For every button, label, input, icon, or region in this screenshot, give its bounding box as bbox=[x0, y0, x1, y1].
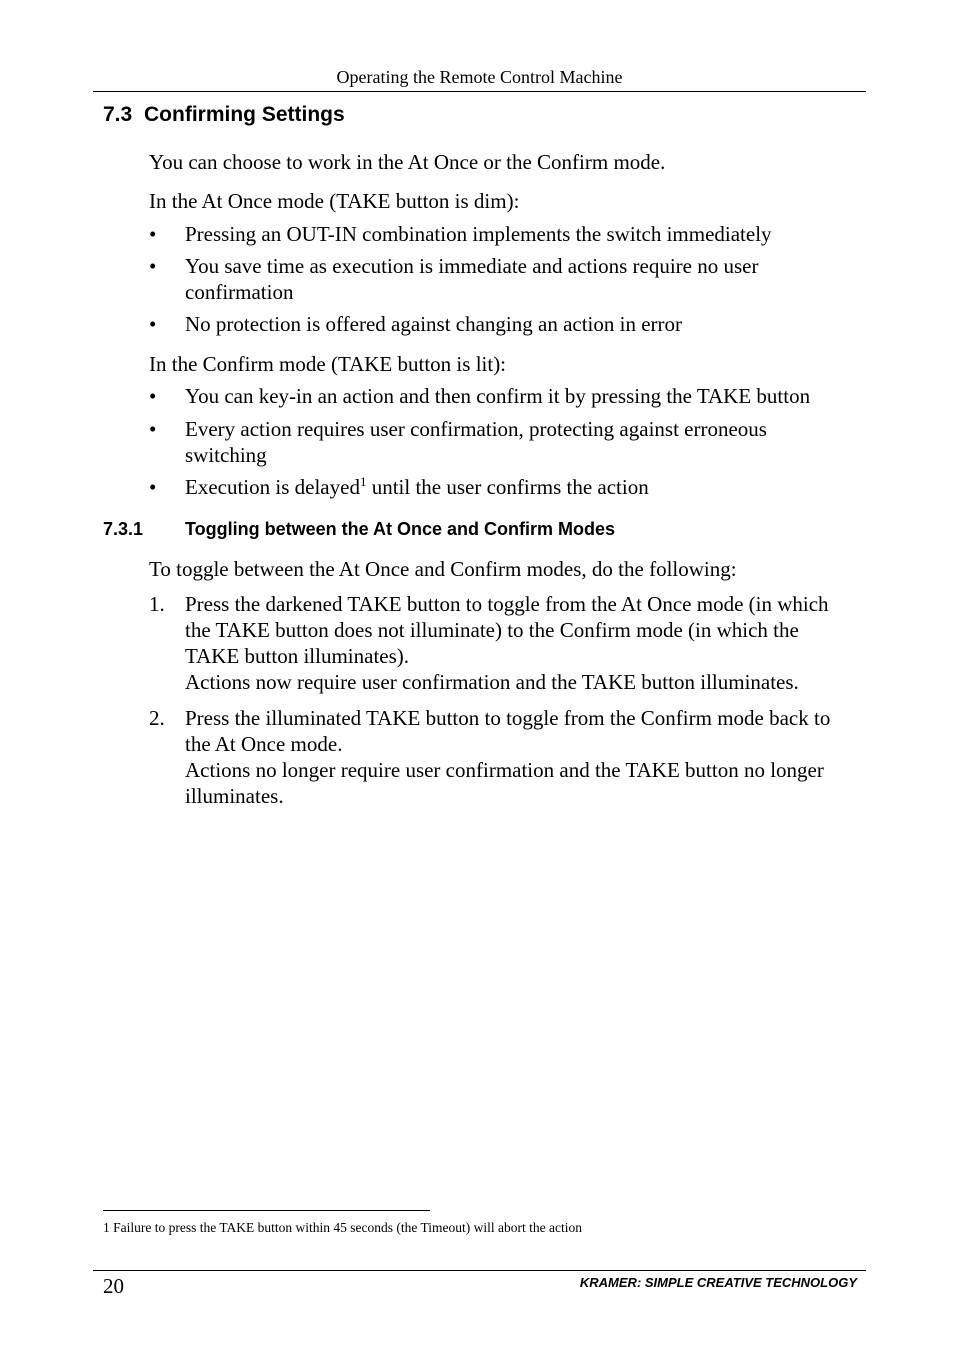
footnote: 1 Failure to press the TAKE button within 45 seconds (the Timeout) will abort the action bbox=[103, 1220, 582, 1235]
step-text: TAKE button illuminates). bbox=[185, 644, 410, 668]
at-once-lead: In the At Once mode (TAKE button is dim): bbox=[149, 189, 520, 213]
list-item-text: Every action requires user confirmation, protecting against erroneous bbox=[185, 417, 767, 441]
step-text: the TAKE button does not illuminate) to the Confirm mode (in which the bbox=[185, 618, 799, 642]
list-item-text: No protection is offered against changing an action in error bbox=[185, 312, 683, 336]
subsection-title: Toggling between the At Once and Confirm Modes bbox=[185, 519, 616, 539]
step-text: Press the darkened TAKE button to toggle from the At Once mode (in which bbox=[185, 592, 829, 616]
step-text: Actions now require user confirmation and the TAKE button illuminates. bbox=[185, 670, 799, 694]
list-item-text bbox=[185, 474, 865, 500]
step-text: Actions no longer require user confirmation and the TAKE button no longer bbox=[185, 758, 824, 782]
list-item-text: switching bbox=[185, 443, 267, 467]
list-item-text: You save time as execution is immediate and actions require no user bbox=[185, 254, 759, 278]
step-number: 2. bbox=[149, 706, 165, 730]
running-header: Operating the Remote Control Machine bbox=[336, 67, 623, 87]
footnote-rule bbox=[103, 1210, 430, 1211]
list-item-text-end: until the user confirms the action bbox=[366, 475, 649, 499]
page-number: 20 bbox=[103, 1274, 124, 1298]
list-item-text: Pressing an OUT-IN combination implements the switch immediately bbox=[185, 222, 772, 246]
footer-rule bbox=[93, 1270, 866, 1271]
bullet-icon: • bbox=[149, 222, 157, 246]
step-number: 1. bbox=[149, 592, 165, 616]
footnote-reference: 1 bbox=[359, 474, 367, 489]
bullet-icon: • bbox=[149, 384, 157, 408]
section-title: Confirming Settings bbox=[144, 103, 345, 126]
subsection-number: 7.3.1 bbox=[103, 519, 144, 539]
footer-brand: KRAMER: SIMPLE CREATIVE TECHNOLOGY bbox=[579, 1275, 857, 1290]
toggle-lead: To toggle between the At Once and Confirm modes, do the following: bbox=[149, 557, 737, 581]
list-item-text: confirmation bbox=[185, 280, 294, 304]
list-item-text: You can key-in an action and then confirm it by pressing the TAKE button bbox=[185, 384, 811, 408]
step-text: illuminates. bbox=[185, 784, 284, 808]
bullet-icon: • bbox=[149, 475, 157, 499]
bullet-icon: • bbox=[149, 312, 157, 336]
bullet-icon: • bbox=[149, 417, 157, 441]
step-text: the At Once mode. bbox=[185, 732, 343, 756]
confirm-lead: In the Confirm mode (TAKE button is lit): bbox=[149, 352, 507, 376]
header-rule bbox=[93, 91, 866, 92]
list-item-text-start: Execution is delayed bbox=[185, 475, 360, 499]
intro-paragraph: You can choose to work in the At Once or the Confirm mode. bbox=[149, 150, 666, 174]
section-number: 7.3 bbox=[103, 103, 133, 126]
step-text: Press the illuminated TAKE button to toggle from the Confirm mode back to bbox=[185, 706, 831, 730]
bullet-icon: • bbox=[149, 254, 157, 278]
section-heading bbox=[103, 102, 345, 128]
